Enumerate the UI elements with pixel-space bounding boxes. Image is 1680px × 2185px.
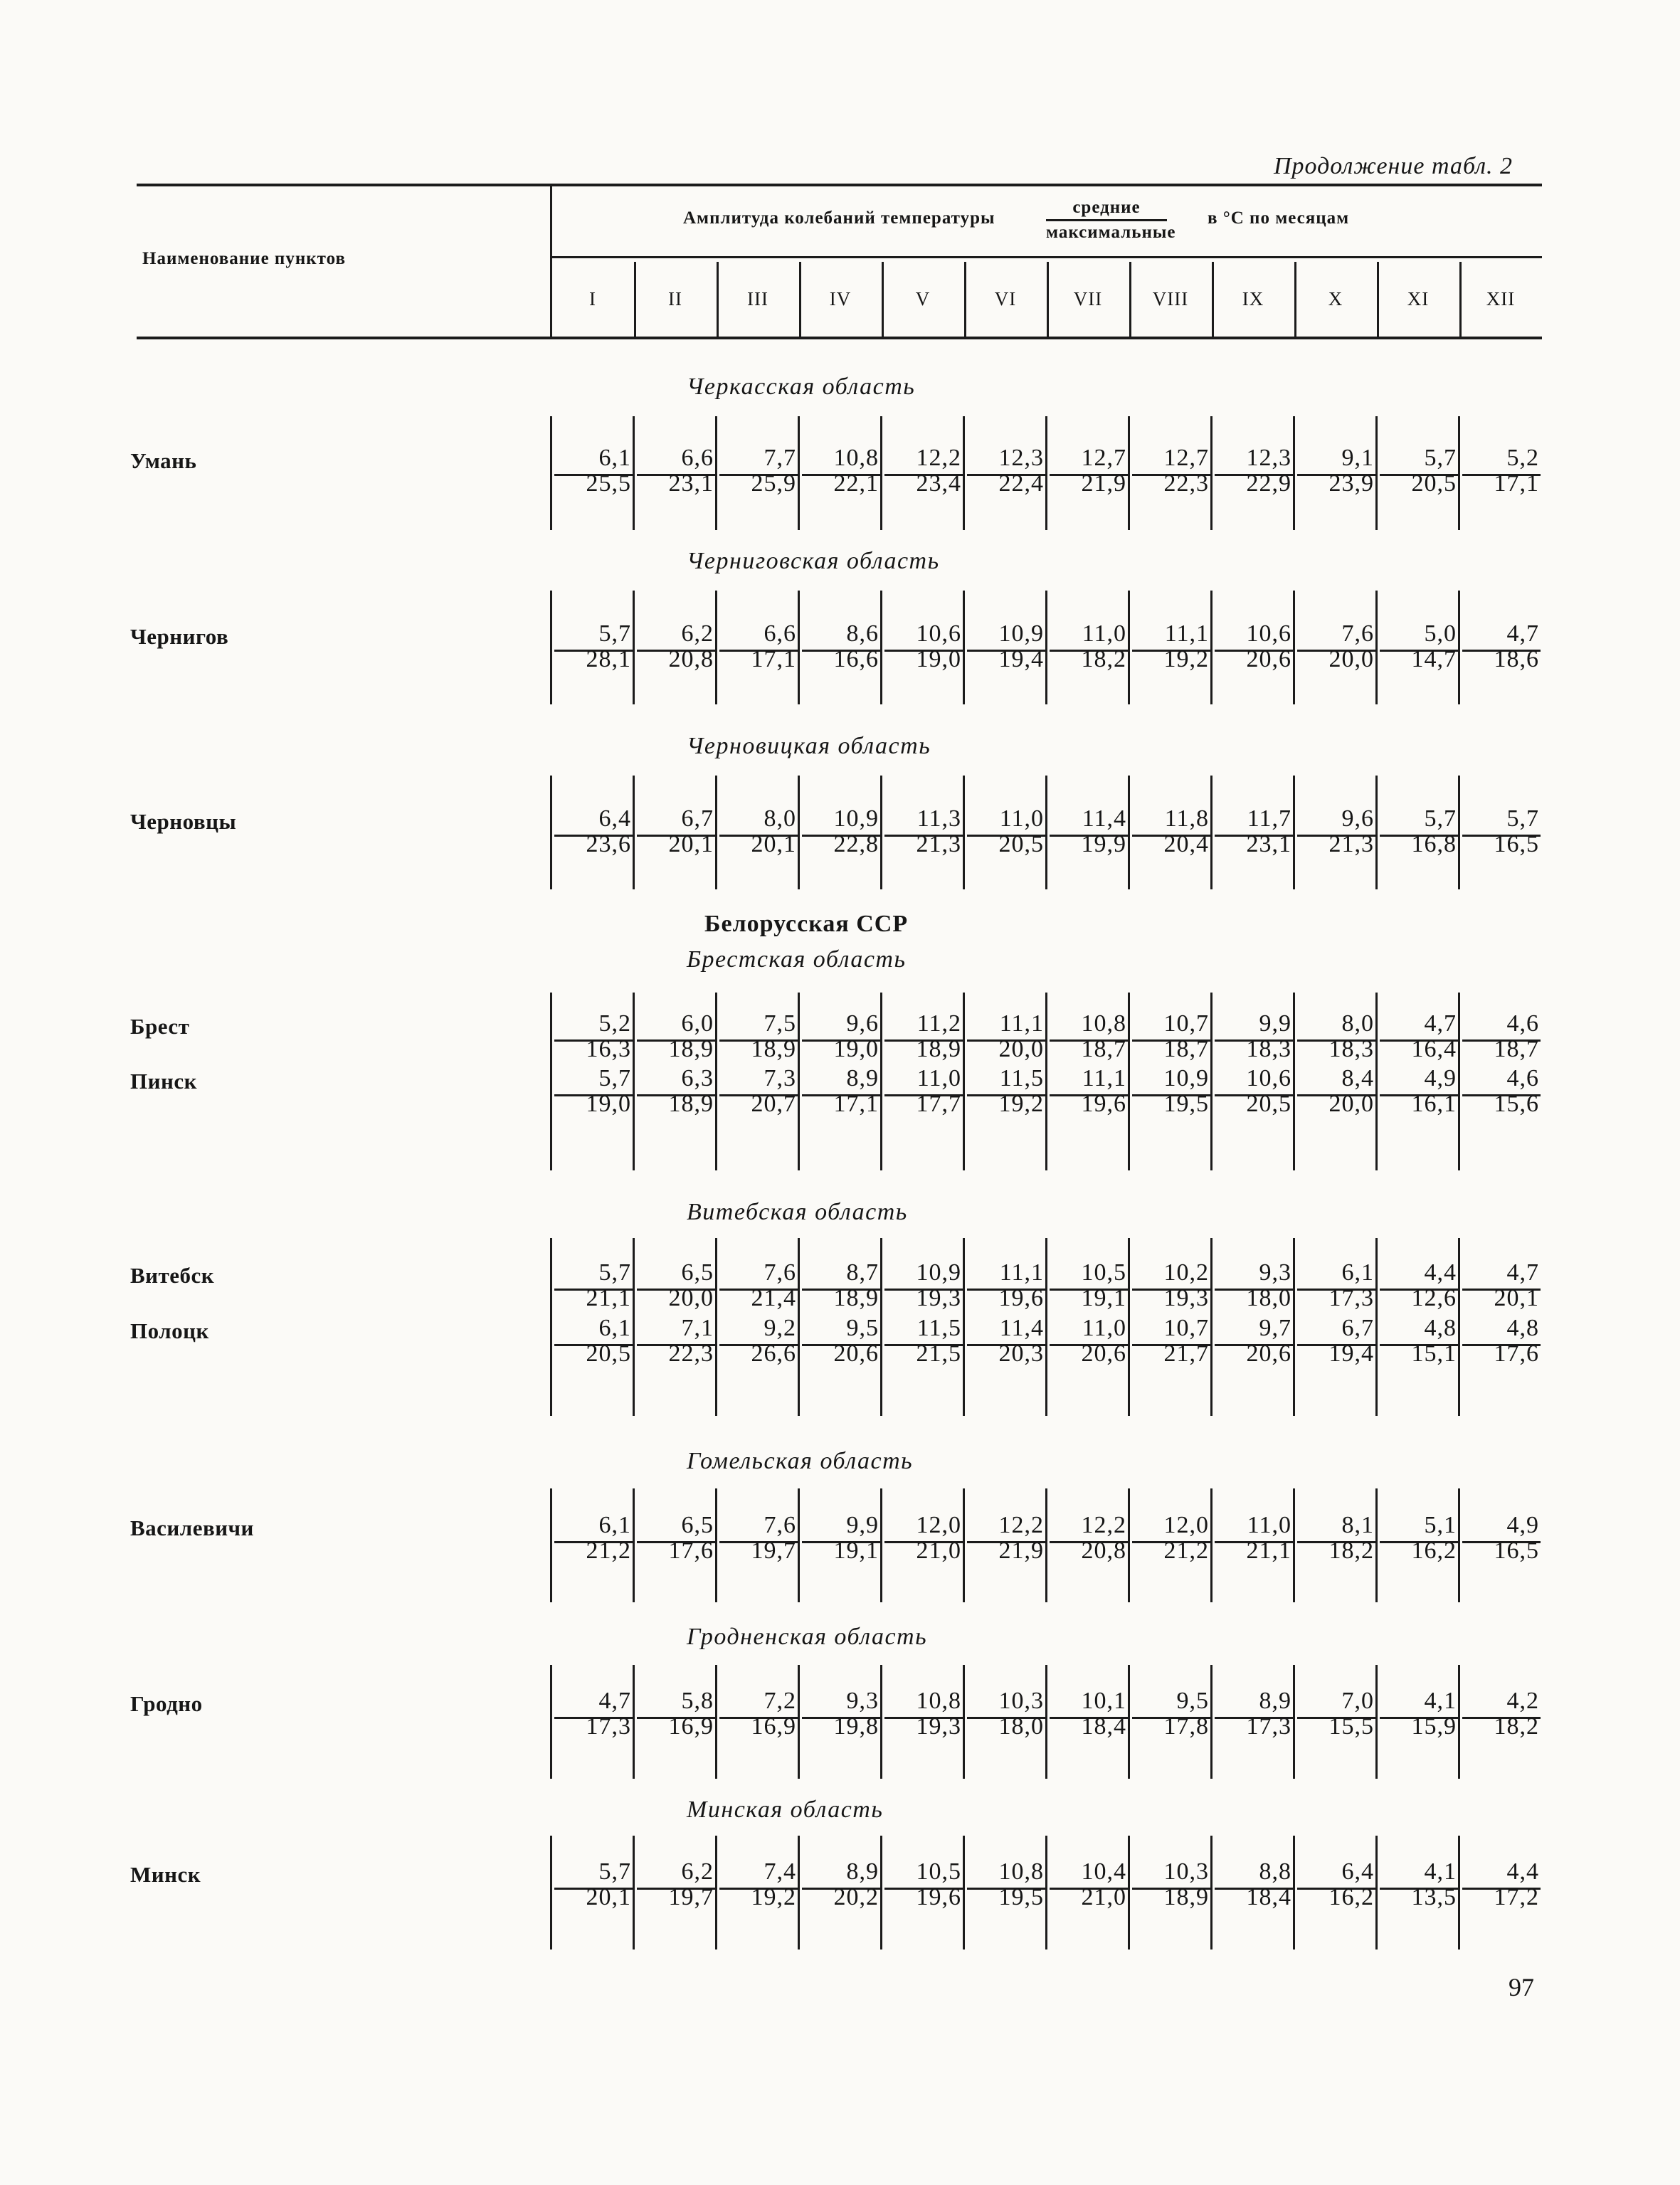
caption-left: Амплитуда колебаний температуры <box>683 208 995 228</box>
max-amplitude-cell: 17,1 <box>751 646 796 672</box>
region-title: Брестская область <box>687 946 907 973</box>
avg-amplitude-cell: 4,2 <box>1506 1688 1539 1714</box>
month-header-divider <box>1047 262 1049 337</box>
max-amplitude-cell: 22,4 <box>998 470 1044 497</box>
avg-amplitude-cell: 11,0 <box>999 805 1044 832</box>
continuation-label: Продолжение табл. 2 <box>1274 153 1513 179</box>
month-header-8: VIII <box>1152 288 1189 310</box>
caption-fraction <box>1046 198 1176 243</box>
page-number: 97 <box>1509 1973 1534 2001</box>
max-amplitude-cell: 16,4 <box>1411 1036 1457 1062</box>
header-bottom-rule <box>137 337 1542 339</box>
avg-amplitude-cell: 5,7 <box>1424 445 1457 471</box>
avg-amplitude-cell: 6,7 <box>1341 1315 1374 1341</box>
station-name: Гродно <box>130 1691 203 1716</box>
avg-amplitude-cell: 10,9 <box>1163 1065 1209 1091</box>
max-amplitude-cell: 17,8 <box>1163 1713 1209 1740</box>
max-amplitude-cell: 16,5 <box>1494 831 1539 857</box>
station-name: Чернигов <box>130 624 229 649</box>
month-header-10: X <box>1328 288 1343 310</box>
avg-amplitude-cell: 9,5 <box>1176 1688 1209 1714</box>
avg-amplitude-cell: 9,1 <box>1341 445 1374 471</box>
max-amplitude-cell: 21,1 <box>586 1285 631 1311</box>
month-header-divider <box>634 262 636 337</box>
max-amplitude-cell: 19,3 <box>916 1285 961 1311</box>
avg-amplitude-cell: 6,5 <box>681 1259 714 1286</box>
max-amplitude-cell: 17,3 <box>586 1713 631 1740</box>
max-amplitude-cell: 18,2 <box>1081 646 1126 672</box>
month-header-divider <box>717 262 719 337</box>
max-amplitude-cell: 18,0 <box>998 1713 1044 1740</box>
station-name: Брест <box>130 1014 190 1039</box>
avg-amplitude-cell: 11,5 <box>916 1315 961 1341</box>
avg-amplitude-cell: 10,8 <box>916 1688 961 1714</box>
avg-amplitude-cell: 10,5 <box>1081 1259 1126 1286</box>
max-amplitude-cell: 23,4 <box>916 470 961 497</box>
avg-amplitude-cell: 11,1 <box>1082 1065 1126 1091</box>
max-amplitude-cell: 18,7 <box>1081 1036 1126 1062</box>
avg-amplitude-cell: 5,7 <box>1424 805 1457 832</box>
avg-amplitude-cell: 12,2 <box>1081 1512 1126 1538</box>
max-amplitude-cell: 16,3 <box>586 1036 631 1062</box>
station-name: Витебск <box>130 1263 215 1288</box>
max-amplitude-cell: 19,7 <box>751 1538 796 1564</box>
avg-amplitude-cell: 11,1 <box>999 1010 1044 1037</box>
avg-amplitude-cell: 10,7 <box>1163 1315 1209 1341</box>
avg-amplitude-cell: 12,7 <box>1163 445 1209 471</box>
max-amplitude-cell: 22,1 <box>833 470 879 497</box>
month-header-1: I <box>589 288 596 310</box>
avg-amplitude-cell: 11,4 <box>1082 805 1126 832</box>
avg-amplitude-cell: 9,3 <box>1259 1259 1291 1286</box>
month-header-divider <box>964 262 966 337</box>
avg-amplitude-cell: 9,6 <box>1341 805 1374 832</box>
max-amplitude-cell: 21,5 <box>916 1340 961 1367</box>
max-amplitude-cell: 21,1 <box>1246 1538 1291 1564</box>
avg-amplitude-cell: 6,1 <box>598 1512 631 1538</box>
max-amplitude-cell: 19,6 <box>1081 1091 1126 1117</box>
max-amplitude-cell: 18,2 <box>1494 1713 1539 1740</box>
max-amplitude-cell: 17,1 <box>1494 470 1539 497</box>
avg-amplitude-cell: 10,6 <box>916 620 961 647</box>
max-amplitude-cell: 19,1 <box>1081 1285 1126 1311</box>
avg-amplitude-cell: 6,2 <box>681 1858 714 1885</box>
avg-amplitude-cell: 4,9 <box>1424 1065 1457 1091</box>
max-amplitude-cell: 21,4 <box>751 1285 796 1311</box>
max-amplitude-cell: 20,6 <box>833 1340 879 1367</box>
avg-amplitude-cell: 12,2 <box>916 445 961 471</box>
max-amplitude-cell: 18,7 <box>1494 1036 1539 1062</box>
max-amplitude-cell: 20,8 <box>1081 1538 1126 1564</box>
avg-amplitude-cell: 7,5 <box>764 1010 796 1037</box>
max-amplitude-cell: 19,4 <box>998 646 1044 672</box>
month-header-row <box>551 262 1541 337</box>
max-amplitude-cell: 21,3 <box>1328 831 1374 857</box>
max-amplitude-cell: 20,6 <box>1081 1340 1126 1367</box>
month-header-9: IX <box>1242 288 1264 310</box>
max-amplitude-cell: 17,2 <box>1494 1884 1539 1910</box>
avg-amplitude-cell: 12,2 <box>998 1512 1044 1538</box>
max-amplitude-cell: 19,3 <box>916 1713 961 1740</box>
max-amplitude-cell: 15,5 <box>1328 1713 1374 1740</box>
avg-amplitude-cell: 12,0 <box>916 1512 961 1538</box>
avg-amplitude-cell: 5,2 <box>1506 445 1539 471</box>
avg-amplitude-cell: 9,9 <box>846 1512 879 1538</box>
max-amplitude-cell: 19,8 <box>833 1713 879 1740</box>
region-title: Черкасская область <box>687 374 916 400</box>
max-amplitude-cell: 13,5 <box>1411 1884 1457 1910</box>
max-amplitude-cell: 21,2 <box>586 1538 631 1564</box>
max-amplitude-cell: 20,1 <box>1494 1285 1539 1311</box>
avg-amplitude-cell: 5,1 <box>1424 1512 1457 1538</box>
avg-amplitude-cell: 5,7 <box>1506 805 1539 832</box>
avg-amplitude-cell: 8,6 <box>846 620 879 647</box>
avg-amplitude-cell: 10,3 <box>998 1688 1044 1714</box>
max-amplitude-cell: 16,8 <box>1411 831 1457 857</box>
max-amplitude-cell: 21,0 <box>916 1538 961 1564</box>
max-amplitude-cell: 16,9 <box>751 1713 796 1740</box>
max-amplitude-cell: 18,0 <box>1246 1285 1291 1311</box>
max-amplitude-cell: 17,3 <box>1246 1713 1291 1740</box>
max-amplitude-cell: 28,1 <box>586 646 631 672</box>
region-title: Гродненская область <box>687 1624 928 1650</box>
max-amplitude-cell: 19,5 <box>998 1884 1044 1910</box>
max-amplitude-cell: 26,6 <box>751 1340 796 1367</box>
avg-amplitude-cell: 11,1 <box>999 1259 1044 1286</box>
max-amplitude-cell: 18,9 <box>833 1285 879 1311</box>
station-name: Василевичи <box>130 1515 254 1540</box>
max-amplitude-cell: 15,1 <box>1411 1340 1457 1367</box>
max-amplitude-cell: 20,0 <box>1328 1091 1374 1117</box>
avg-amplitude-cell: 10,1 <box>1081 1688 1126 1714</box>
max-amplitude-cell: 20,1 <box>586 1884 631 1910</box>
max-amplitude-cell: 18,3 <box>1246 1036 1291 1062</box>
avg-amplitude-cell: 5,7 <box>598 620 631 647</box>
month-header-divider <box>1212 262 1214 337</box>
avg-amplitude-cell: 7,6 <box>1341 620 1374 647</box>
avg-amplitude-cell: 10,9 <box>833 805 879 832</box>
max-amplitude-cell: 18,9 <box>916 1036 961 1062</box>
month-header-divider <box>1377 262 1379 337</box>
avg-amplitude-cell: 11,0 <box>1247 1512 1291 1538</box>
max-amplitude-cell: 20,1 <box>668 831 714 857</box>
max-amplitude-cell: 21,2 <box>1163 1538 1209 1564</box>
top-rule <box>137 184 1542 186</box>
station-name: Минск <box>130 1862 201 1887</box>
avg-amplitude-cell: 8,9 <box>846 1065 879 1091</box>
month-header-2: II <box>668 288 682 310</box>
avg-amplitude-cell: 4,7 <box>1424 1010 1457 1037</box>
max-amplitude-cell: 21,3 <box>916 831 961 857</box>
max-amplitude-cell: 21,9 <box>1081 470 1126 497</box>
max-amplitude-cell: 25,5 <box>586 470 631 497</box>
max-amplitude-cell: 16,2 <box>1328 1884 1374 1910</box>
max-amplitude-cell: 20,0 <box>998 1036 1044 1062</box>
avg-amplitude-cell: 10,6 <box>1246 1065 1291 1091</box>
avg-amplitude-cell: 10,6 <box>1246 620 1291 647</box>
max-amplitude-cell: 20,4 <box>1163 831 1209 857</box>
avg-amplitude-cell: 12,3 <box>1246 445 1291 471</box>
avg-amplitude-cell: 8,4 <box>1341 1065 1374 1091</box>
avg-amplitude-cell: 9,9 <box>1259 1010 1291 1037</box>
max-amplitude-cell: 21,9 <box>998 1538 1044 1564</box>
avg-amplitude-cell: 4,1 <box>1424 1688 1457 1714</box>
avg-amplitude-cell: 10,3 <box>1163 1858 1209 1885</box>
region-title: Черновицкая область <box>687 733 931 759</box>
avg-amplitude-cell: 9,2 <box>764 1315 796 1341</box>
avg-amplitude-cell: 7,0 <box>1341 1688 1374 1714</box>
avg-amplitude-cell: 10,9 <box>998 620 1044 647</box>
max-amplitude-cell: 19,1 <box>833 1538 879 1564</box>
max-amplitude-cell: 20,8 <box>668 646 714 672</box>
avg-amplitude-cell: 8,8 <box>1259 1858 1291 1885</box>
max-amplitude-cell: 16,9 <box>668 1713 714 1740</box>
avg-amplitude-cell: 10,2 <box>1163 1259 1209 1286</box>
avg-amplitude-cell: 10,8 <box>998 1858 1044 1885</box>
avg-amplitude-cell: 7,7 <box>764 445 796 471</box>
max-amplitude-cell: 20,3 <box>998 1340 1044 1367</box>
caption-right: в °С по месяцам <box>1208 208 1350 228</box>
avg-amplitude-cell: 7,4 <box>764 1858 796 1885</box>
avg-amplitude-cell: 5,7 <box>598 1065 631 1091</box>
max-amplitude-cell: 15,6 <box>1494 1091 1539 1117</box>
max-amplitude-cell: 15,9 <box>1411 1713 1457 1740</box>
avg-amplitude-cell: 8,9 <box>1259 1688 1291 1714</box>
avg-amplitude-cell: 12,7 <box>1081 445 1126 471</box>
max-amplitude-cell: 18,9 <box>668 1036 714 1062</box>
avg-amplitude-cell: 4,1 <box>1424 1858 1457 1885</box>
avg-amplitude-cell: 12,0 <box>1163 1512 1209 1538</box>
month-header-7: VII <box>1073 288 1103 310</box>
avg-amplitude-cell: 4,7 <box>598 1688 631 1714</box>
header-sub-rule <box>551 256 1542 258</box>
month-header-12: XII <box>1486 288 1516 310</box>
avg-amplitude-cell: 7,6 <box>764 1259 796 1286</box>
avg-amplitude-cell: 4,4 <box>1506 1858 1539 1885</box>
max-amplitude-cell: 19,2 <box>1163 646 1209 672</box>
max-amplitude-cell: 14,7 <box>1411 646 1457 672</box>
max-amplitude-cell: 16,5 <box>1494 1538 1539 1564</box>
avg-amplitude-cell: 5,0 <box>1424 620 1457 647</box>
avg-amplitude-cell: 10,8 <box>833 445 879 471</box>
avg-amplitude-cell: 11,0 <box>1082 620 1126 647</box>
max-amplitude-cell: 17,6 <box>668 1538 714 1564</box>
max-amplitude-cell: 12,6 <box>1411 1285 1457 1311</box>
max-amplitude-cell: 19,0 <box>916 646 961 672</box>
max-amplitude-cell: 17,1 <box>833 1091 879 1117</box>
station-name: Черновцы <box>130 809 237 834</box>
max-amplitude-cell: 22,3 <box>668 1340 714 1367</box>
max-amplitude-cell: 20,5 <box>1411 470 1457 497</box>
region-title: Минская область <box>687 1797 884 1823</box>
max-amplitude-cell: 18,6 <box>1494 646 1539 672</box>
avg-amplitude-cell: 5,7 <box>598 1858 631 1885</box>
max-amplitude-cell: 20,0 <box>1328 646 1374 672</box>
avg-amplitude-cell: 9,3 <box>846 1688 879 1714</box>
avg-amplitude-cell: 11,0 <box>916 1065 961 1091</box>
avg-amplitude-cell: 6,1 <box>598 1315 631 1341</box>
max-amplitude-cell: 21,7 <box>1163 1340 1209 1367</box>
avg-amplitude-cell: 6,6 <box>681 445 714 471</box>
avg-amplitude-cell: 11,2 <box>916 1010 961 1037</box>
avg-amplitude-cell: 6,4 <box>598 805 631 832</box>
max-amplitude-cell: 22,9 <box>1246 470 1291 497</box>
month-header-6: VI <box>994 288 1017 310</box>
month-header-11: XI <box>1407 288 1430 310</box>
max-amplitude-cell: 20,0 <box>668 1285 714 1311</box>
max-amplitude-cell: 17,3 <box>1328 1285 1374 1311</box>
max-amplitude-cell: 18,2 <box>1328 1538 1374 1564</box>
max-amplitude-cell: 23,1 <box>1246 831 1291 857</box>
avg-amplitude-cell: 10,9 <box>916 1259 961 1286</box>
station-name: Полоцк <box>130 1318 209 1343</box>
max-amplitude-cell: 23,6 <box>586 831 631 857</box>
max-amplitude-cell: 19,3 <box>1163 1285 1209 1311</box>
month-header-divider <box>1129 262 1131 337</box>
month-header-divider <box>882 262 884 337</box>
max-amplitude-cell: 18,9 <box>668 1091 714 1117</box>
max-amplitude-cell: 19,6 <box>998 1285 1044 1311</box>
max-amplitude-cell: 20,5 <box>998 831 1044 857</box>
avg-amplitude-cell: 9,6 <box>846 1010 879 1037</box>
avg-amplitude-cell: 4,4 <box>1424 1259 1457 1286</box>
max-amplitude-cell: 18,4 <box>1246 1884 1291 1910</box>
avg-amplitude-cell: 8,0 <box>1341 1010 1374 1037</box>
caption-numerator: средние <box>1046 198 1167 221</box>
avg-amplitude-cell: 11,4 <box>999 1315 1044 1341</box>
max-amplitude-cell: 19,7 <box>668 1884 714 1910</box>
avg-amplitude-cell: 8,0 <box>764 805 796 832</box>
avg-amplitude-cell: 6,4 <box>1341 1858 1374 1885</box>
avg-amplitude-cell: 10,5 <box>916 1858 961 1885</box>
avg-amplitude-cell: 11,0 <box>1082 1315 1126 1341</box>
avg-amplitude-cell: 12,3 <box>998 445 1044 471</box>
month-header-divider <box>1459 262 1462 337</box>
avg-amplitude-cell: 8,1 <box>1341 1512 1374 1538</box>
max-amplitude-cell: 20,6 <box>1246 646 1291 672</box>
max-amplitude-cell: 25,9 <box>751 470 796 497</box>
max-amplitude-cell: 16,1 <box>1411 1091 1457 1117</box>
max-amplitude-cell: 19,9 <box>1081 831 1126 857</box>
max-amplitude-cell: 19,4 <box>1328 1340 1374 1367</box>
max-amplitude-cell: 17,7 <box>916 1091 961 1117</box>
avg-amplitude-cell: 11,5 <box>999 1065 1044 1091</box>
max-amplitude-cell: 19,0 <box>586 1091 631 1117</box>
month-header-4: IV <box>829 288 852 310</box>
max-amplitude-cell: 22,8 <box>833 831 879 857</box>
region-title: Витебская область <box>687 1199 908 1225</box>
avg-amplitude-cell: 4,6 <box>1506 1010 1539 1037</box>
max-amplitude-cell: 18,3 <box>1328 1036 1374 1062</box>
avg-amplitude-cell: 10,8 <box>1081 1010 1126 1037</box>
avg-amplitude-cell: 11,8 <box>1164 805 1209 832</box>
avg-amplitude-cell: 11,7 <box>1247 805 1291 832</box>
republic-title: Белорусская ССР <box>704 911 909 937</box>
avg-amplitude-cell: 4,8 <box>1424 1315 1457 1341</box>
station-column-header: Наименование пунктов <box>142 249 346 268</box>
avg-amplitude-cell: 9,5 <box>846 1315 879 1341</box>
avg-amplitude-cell: 6,7 <box>681 805 714 832</box>
max-amplitude-cell: 20,6 <box>1246 1340 1291 1367</box>
avg-amplitude-cell: 4,7 <box>1506 620 1539 647</box>
max-amplitude-cell: 20,2 <box>833 1884 879 1910</box>
avg-amplitude-cell: 11,1 <box>1164 620 1209 647</box>
avg-amplitude-cell: 5,8 <box>681 1688 714 1714</box>
max-amplitude-cell: 16,6 <box>833 646 879 672</box>
avg-amplitude-cell: 7,3 <box>764 1065 796 1091</box>
month-header-divider <box>799 262 801 337</box>
avg-amplitude-cell: 4,9 <box>1506 1512 1539 1538</box>
avg-amplitude-cell: 6,3 <box>681 1065 714 1091</box>
station-name: Умань <box>130 448 197 473</box>
max-amplitude-cell: 18,9 <box>1163 1884 1209 1910</box>
max-amplitude-cell: 17,6 <box>1494 1340 1539 1367</box>
max-amplitude-cell: 19,2 <box>751 1884 796 1910</box>
avg-amplitude-cell: 7,6 <box>764 1512 796 1538</box>
station-name: Пинск <box>130 1069 197 1094</box>
month-header-5: V <box>915 288 931 310</box>
max-amplitude-cell: 19,5 <box>1163 1091 1209 1117</box>
max-amplitude-cell: 18,9 <box>751 1036 796 1062</box>
avg-amplitude-cell: 11,3 <box>916 805 961 832</box>
month-header-divider <box>1294 262 1296 337</box>
avg-amplitude-cell: 6,5 <box>681 1512 714 1538</box>
avg-amplitude-cell: 6,6 <box>764 620 796 647</box>
max-amplitude-cell: 19,2 <box>998 1091 1044 1117</box>
max-amplitude-cell: 20,5 <box>586 1340 631 1367</box>
max-amplitude-cell: 23,1 <box>668 470 714 497</box>
avg-amplitude-cell: 4,7 <box>1506 1259 1539 1286</box>
avg-amplitude-cell: 6,1 <box>598 445 631 471</box>
avg-amplitude-cell: 4,8 <box>1506 1315 1539 1341</box>
avg-amplitude-cell: 6,1 <box>1341 1259 1374 1286</box>
max-amplitude-cell: 20,1 <box>751 831 796 857</box>
max-amplitude-cell: 16,2 <box>1411 1538 1457 1564</box>
max-amplitude-cell: 18,4 <box>1081 1713 1126 1740</box>
max-amplitude-cell: 22,3 <box>1163 470 1209 497</box>
avg-amplitude-cell: 7,2 <box>764 1688 796 1714</box>
avg-amplitude-cell: 6,0 <box>681 1010 714 1037</box>
avg-amplitude-cell: 8,7 <box>846 1259 879 1286</box>
max-amplitude-cell: 20,7 <box>751 1091 796 1117</box>
avg-amplitude-cell: 4,6 <box>1506 1065 1539 1091</box>
region-title: Черниговская область <box>687 548 940 574</box>
max-amplitude-cell: 20,5 <box>1246 1091 1291 1117</box>
max-amplitude-cell: 23,9 <box>1328 470 1374 497</box>
max-amplitude-cell: 21,0 <box>1081 1884 1126 1910</box>
region-title: Гомельская область <box>687 1448 914 1474</box>
avg-amplitude-cell: 8,9 <box>846 1858 879 1885</box>
avg-amplitude-cell: 10,4 <box>1081 1858 1126 1885</box>
max-amplitude-cell: 19,6 <box>916 1884 961 1910</box>
avg-amplitude-cell: 5,2 <box>598 1010 631 1037</box>
avg-amplitude-cell: 6,2 <box>681 620 714 647</box>
max-amplitude-cell: 18,7 <box>1163 1036 1209 1062</box>
months-column-caption <box>683 198 1402 255</box>
avg-amplitude-cell: 7,1 <box>681 1315 714 1341</box>
caption-denominator: максимальные <box>1046 223 1176 242</box>
avg-amplitude-cell: 9,7 <box>1259 1315 1291 1341</box>
month-header-3: III <box>747 288 768 310</box>
avg-amplitude-cell: 5,7 <box>598 1259 631 1286</box>
max-amplitude-cell: 19,0 <box>833 1036 879 1062</box>
avg-amplitude-cell: 10,7 <box>1163 1010 1209 1037</box>
